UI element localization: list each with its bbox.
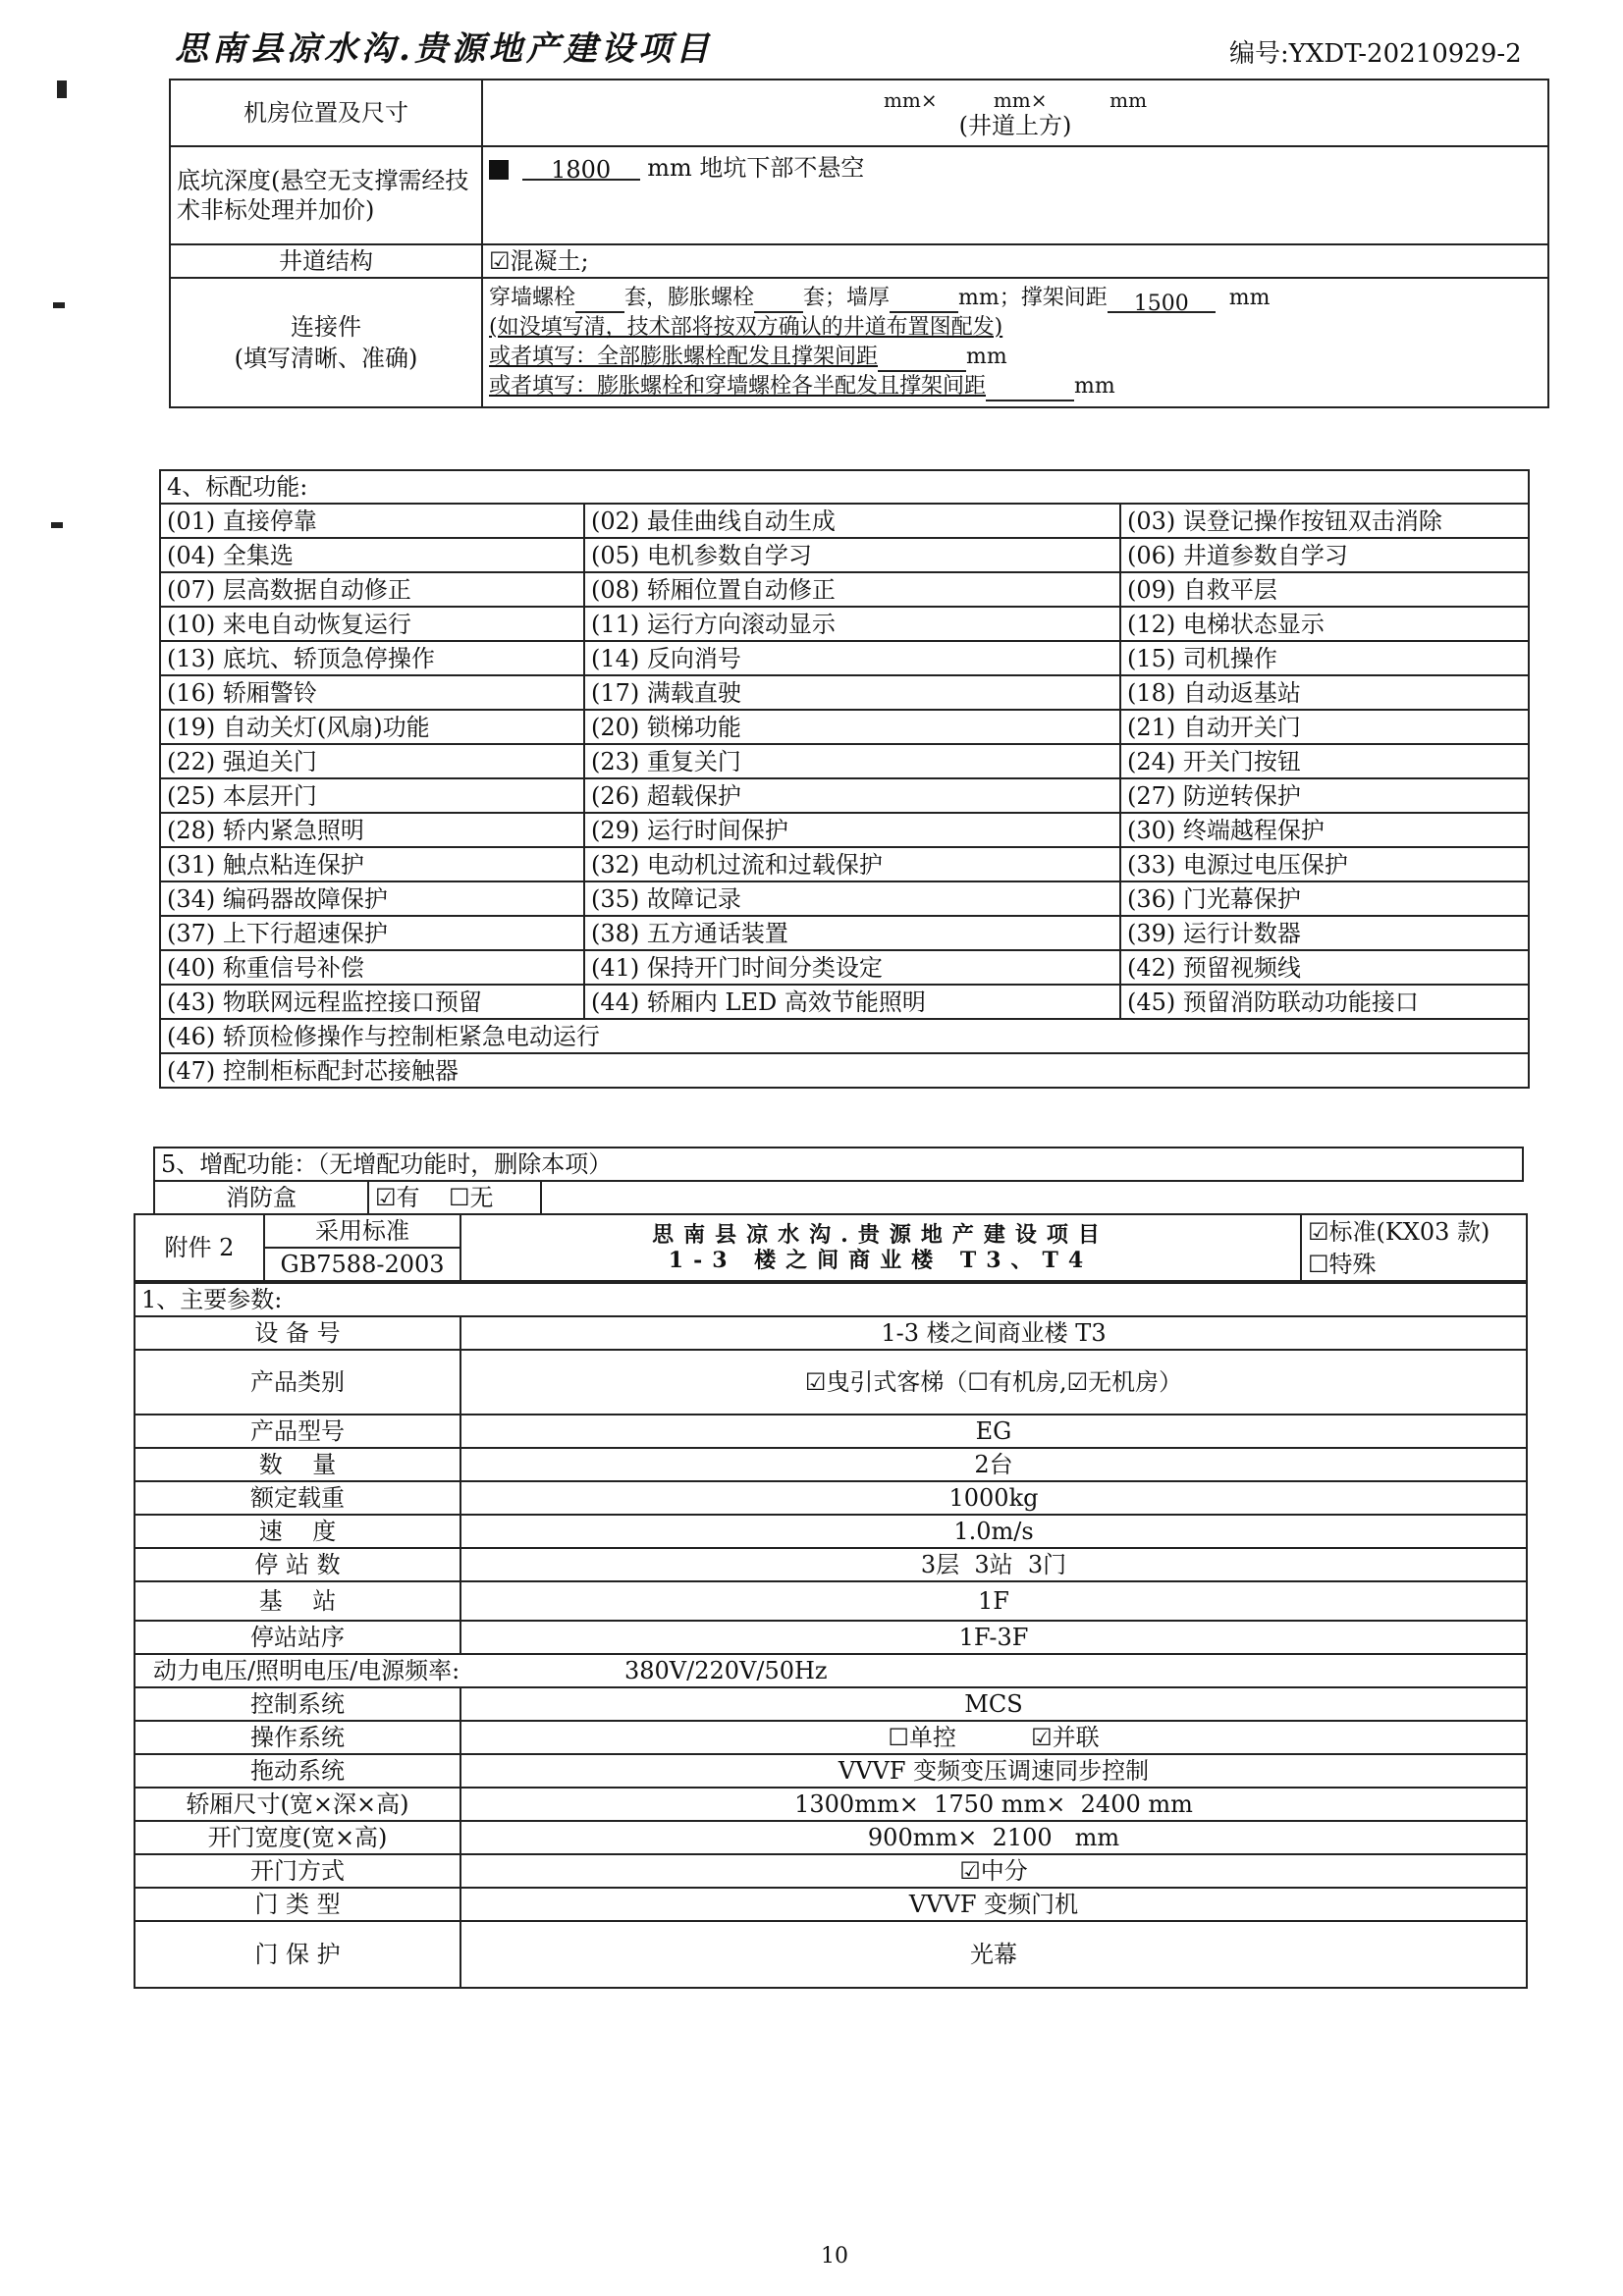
standard-function-row (160, 607, 1529, 641)
param-label: 控制系统 (135, 1687, 460, 1721)
document-title: 思南县凉水沟.贵源地产建设项目 (175, 29, 713, 69)
param-value: 1000kg (460, 1481, 1527, 1515)
standard-functions-heading: 4、标配功能: (160, 470, 1529, 504)
option-special[interactable]: ☐特殊 (1301, 1248, 1527, 1281)
standard-function-item: (41) 保持开门时间分类设定 (584, 950, 1120, 985)
main-params-heading: 1、主要参数: (135, 1283, 1527, 1316)
param-row (135, 1448, 1527, 1481)
param-label: 门 类 型 (135, 1888, 460, 1921)
param-row (135, 1721, 1527, 1754)
connector-label-main: 连接件 (291, 313, 361, 341)
standard-function-item: (42) 预留视频线 (1120, 950, 1529, 985)
param-label: 产品型号 (135, 1415, 460, 1448)
standard-function-item: (44) 轿厢内 LED 高效节能照明 (584, 985, 1120, 1019)
extra-functions-heading: 5、增配功能：（无增配功能时，删除本项） (154, 1148, 1523, 1181)
standard-function-item: (32) 电动机过流和过载保护 (584, 847, 1120, 881)
standard-function-item: (08) 轿厢位置自动修正 (584, 572, 1120, 607)
main-params-table (134, 1282, 1528, 1989)
project-title-line-2: 1-3 楼之间商业楼 T3、T4 (668, 1248, 1094, 1273)
standard-function-item: (26) 超载保护 (584, 778, 1120, 813)
standard-function-item: (03) 误登记操作按钮双击消除 (1120, 504, 1529, 538)
param-row (135, 1350, 1527, 1415)
page-number: 10 (821, 2244, 848, 2269)
standard-function-item: (04) 全集选 (160, 538, 584, 572)
param-value: ☑中分 (460, 1854, 1527, 1888)
standard-function-item: (43) 物联网远程监控接口预留 (160, 985, 584, 1019)
standard-function-item: (36) 门光幕保护 (1120, 881, 1529, 916)
standard-function-row (160, 778, 1529, 813)
param-label: 操作系统 (135, 1721, 460, 1754)
param-value: 3层 3站 3门 (460, 1548, 1527, 1581)
scan-mark (57, 80, 67, 98)
standard-function-item: (45) 预留消防联动功能接口 (1120, 985, 1529, 1019)
param-value: EG (460, 1415, 1527, 1448)
param-label: 产品类别 (135, 1350, 460, 1415)
standard-function-47: (47) 控制柜标配封芯接触器 (160, 1053, 1529, 1088)
pit-depth-label: 底坑深度(悬空无支撑需经技术非标处理并加价) (170, 146, 482, 244)
param-value: 1.0m/s (460, 1515, 1527, 1548)
standard-function-row (160, 847, 1529, 881)
standard-function-item: (02) 最佳曲线自动生成 (584, 504, 1120, 538)
standard-function-item: (23) 重复关门 (584, 744, 1120, 778)
standard-function-item: (09) 自救平层 (1120, 572, 1529, 607)
standard-function-row (160, 538, 1529, 572)
connector-label (170, 278, 482, 407)
wall-bolt-field[interactable] (575, 290, 624, 313)
standard-function-item: (31) 触点粘连保护 (160, 847, 584, 881)
standard-function-item: (33) 电源过电压保护 (1120, 847, 1529, 881)
standard-function-item: (13) 底坑、轿顶急停操作 (160, 641, 584, 675)
pit-depth-field[interactable]: 1800 (522, 157, 640, 181)
param-row (135, 1621, 1527, 1654)
standard-function-row (160, 675, 1529, 710)
standard-function-row (160, 950, 1529, 985)
param-label: 轿厢尺寸(宽×深×高) (135, 1788, 460, 1821)
param-value: ☑曳引式客梯（☐有机房,☑无机房） (460, 1350, 1527, 1415)
param-row (135, 1415, 1527, 1448)
param-value: VVVF 变频门机 (460, 1888, 1527, 1921)
param-row (135, 1687, 1527, 1721)
standard-function-item: (22) 强迫关门 (160, 744, 584, 778)
param-value: 1F (460, 1581, 1527, 1621)
machine-room-value (482, 80, 1548, 146)
all-expansion-spacing-field[interactable] (878, 348, 966, 372)
project-title (460, 1214, 1301, 1281)
attachment-label: 附件 2 (135, 1214, 264, 1281)
standard-label: 采用标准 (264, 1214, 460, 1248)
param-row (135, 1888, 1527, 1921)
standard-function-item: (11) 运行方向滚动显示 (584, 607, 1120, 641)
pit-depth-suffix: mm 地坑下部不悬空 (647, 154, 865, 182)
standard-function-item: (30) 终端越程保护 (1120, 813, 1529, 847)
standard-function-item: (17) 满载直驶 (584, 675, 1120, 710)
standard-function-row (160, 881, 1529, 916)
param-label: 开门方式 (135, 1854, 460, 1888)
standard-function-row (160, 504, 1529, 538)
standard-function-item: (20) 锁梯功能 (584, 710, 1120, 744)
standard-function-item: (06) 井道参数自学习 (1120, 538, 1529, 572)
param-value: ☐单控 ☑并联 (460, 1721, 1527, 1754)
param-label: 速 度 (135, 1515, 460, 1548)
standard-function-item: (15) 司机操作 (1120, 641, 1529, 675)
standard-function-item: (19) 自动关灯(风扇)功能 (160, 710, 584, 744)
machine-room-note: (井道上方) (958, 112, 1072, 139)
checked-square-icon (489, 160, 509, 180)
standard-value: GB7588-2003 (264, 1248, 460, 1281)
standard-function-item: (16) 轿厢警铃 (160, 675, 584, 710)
standard-function-row (160, 985, 1529, 1019)
param-label: 基 站 (135, 1581, 460, 1621)
standard-function-item: (12) 电梯状态显示 (1120, 607, 1529, 641)
param-label: 额定载重 (135, 1481, 460, 1515)
param-row (135, 1581, 1527, 1621)
standard-functions-table (159, 469, 1530, 1089)
connector-line-2: (如没填写清，技术部将按双方确认的井道布置图配发) (489, 315, 1003, 340)
standard-function-item: (34) 编码器故障保护 (160, 881, 584, 916)
scan-mark (53, 302, 65, 308)
connector-line-3: 或者填写：全部膨胀螺栓配发且撑架间距 mm (489, 343, 1542, 372)
standard-function-item: (40) 称重信号补偿 (160, 950, 584, 985)
standard-function-row (160, 572, 1529, 607)
standard-function-item: (24) 开关门按钮 (1120, 744, 1529, 778)
power-value: 380V/220V/50Hz (624, 1657, 828, 1684)
param-value: 1300mm× 1750 mm× 2400 mm (460, 1788, 1527, 1821)
standard-function-row (160, 813, 1529, 847)
power-label: 动力电压/照明电压/电源频率: (153, 1657, 460, 1684)
standard-function-item: (14) 反向消号 (584, 641, 1120, 675)
param-row (135, 1788, 1527, 1821)
param-label: 数 量 (135, 1448, 460, 1481)
attachment-header-table (134, 1213, 1528, 1282)
standard-function-item: (10) 来电自动恢复运行 (160, 607, 584, 641)
standard-function-item: (07) 层高数据自动修正 (160, 572, 584, 607)
shaft-structure-value: ☑混凝土; (482, 244, 1548, 278)
standard-function-item: (37) 上下行超速保护 (160, 916, 584, 950)
param-value: 2台 (460, 1448, 1527, 1481)
param-value: 1-3 楼之间商业楼 T3 (460, 1316, 1527, 1350)
standard-function-item: (05) 电机参数自学习 (584, 538, 1120, 572)
bracket-spacing-field[interactable]: 1500 (1108, 290, 1216, 313)
param-label: 设 备 号 (135, 1316, 460, 1350)
param-row (135, 1481, 1527, 1515)
param-label: 拖动系统 (135, 1754, 460, 1788)
document-number: 编号:YXDT-20210929-2 (1229, 39, 1522, 69)
standard-function-item: (27) 防逆转保护 (1120, 778, 1529, 813)
param-value: MCS (460, 1687, 1527, 1721)
param-value: 1F-3F (460, 1621, 1527, 1654)
standard-function-item: (29) 运行时间保护 (584, 813, 1120, 847)
connector-label-sub: (填写清晰、准确) (234, 345, 418, 372)
standard-function-item: (01) 直接停靠 (160, 504, 584, 538)
standard-function-item: (39) 运行计数器 (1120, 916, 1529, 950)
wall-thickness-field[interactable] (890, 290, 958, 313)
project-title-line-1: 思南县凉水沟.贵源地产建设项目 (652, 1222, 1109, 1248)
param-label: 停站站序 (135, 1621, 460, 1654)
standard-function-item: (35) 故障记录 (584, 881, 1120, 916)
connector-value (482, 278, 1548, 407)
machine-room-dims: mm× mm× mm (883, 88, 1148, 112)
fire-box-yes[interactable]: ☑有 (368, 1181, 443, 1214)
scan-mark (51, 522, 63, 528)
fire-box-no[interactable]: ☐无 (443, 1181, 541, 1214)
param-row (135, 1854, 1527, 1888)
extra-functions-table (153, 1147, 1524, 1215)
power-row (135, 1654, 1527, 1687)
half-bolt-spacing-field[interactable] (986, 378, 1074, 401)
machine-room-table (169, 79, 1549, 408)
param-row (135, 1821, 1527, 1854)
param-value: 900mm× 2100 mm (460, 1821, 1527, 1854)
param-label: 开门宽度(宽×高) (135, 1821, 460, 1854)
standard-function-row (160, 916, 1529, 950)
standard-function-item: (21) 自动开关门 (1120, 710, 1529, 744)
param-row (135, 1754, 1527, 1788)
extra-empty (541, 1181, 1523, 1214)
standard-function-item: (28) 轿内紧急照明 (160, 813, 584, 847)
param-row (135, 1515, 1527, 1548)
standard-function-row (160, 744, 1529, 778)
param-label: 停 站 数 (135, 1548, 460, 1581)
param-label: 门 保 护 (135, 1921, 460, 1988)
fire-box-label: 消防盒 (154, 1181, 368, 1214)
connector-line-1: 穿墙螺栓 套，膨胀螺栓 套；墙厚 mm；撑架间距 1500 mm (489, 286, 1271, 316)
standard-function-row (160, 710, 1529, 744)
standard-function-item: (18) 自动返基站 (1120, 675, 1529, 710)
param-value: 光幕 (460, 1921, 1527, 1988)
param-row (135, 1548, 1527, 1581)
option-standard[interactable]: ☑标准(KX03 款) (1301, 1214, 1527, 1248)
standard-function-item: (38) 五方通话装置 (584, 916, 1120, 950)
shaft-structure-label: 井道结构 (170, 244, 482, 278)
param-row (135, 1316, 1527, 1350)
standard-function-46: (46) 轿顶检修操作与控制柜紧急电动运行 (160, 1019, 1529, 1053)
param-row (135, 1921, 1527, 1988)
machine-room-label: 机房位置及尺寸 (170, 80, 482, 146)
standard-function-item: (25) 本层开门 (160, 778, 584, 813)
connector-line-4: 或者填写：膨胀螺栓和穿墙螺栓各半配发且撑架间距 mm (489, 372, 1542, 401)
param-value: VVVF 变频变压调速同步控制 (460, 1754, 1527, 1788)
expansion-bolt-field[interactable] (754, 290, 803, 313)
pit-depth-value (482, 146, 1548, 244)
standard-function-row (160, 641, 1529, 675)
